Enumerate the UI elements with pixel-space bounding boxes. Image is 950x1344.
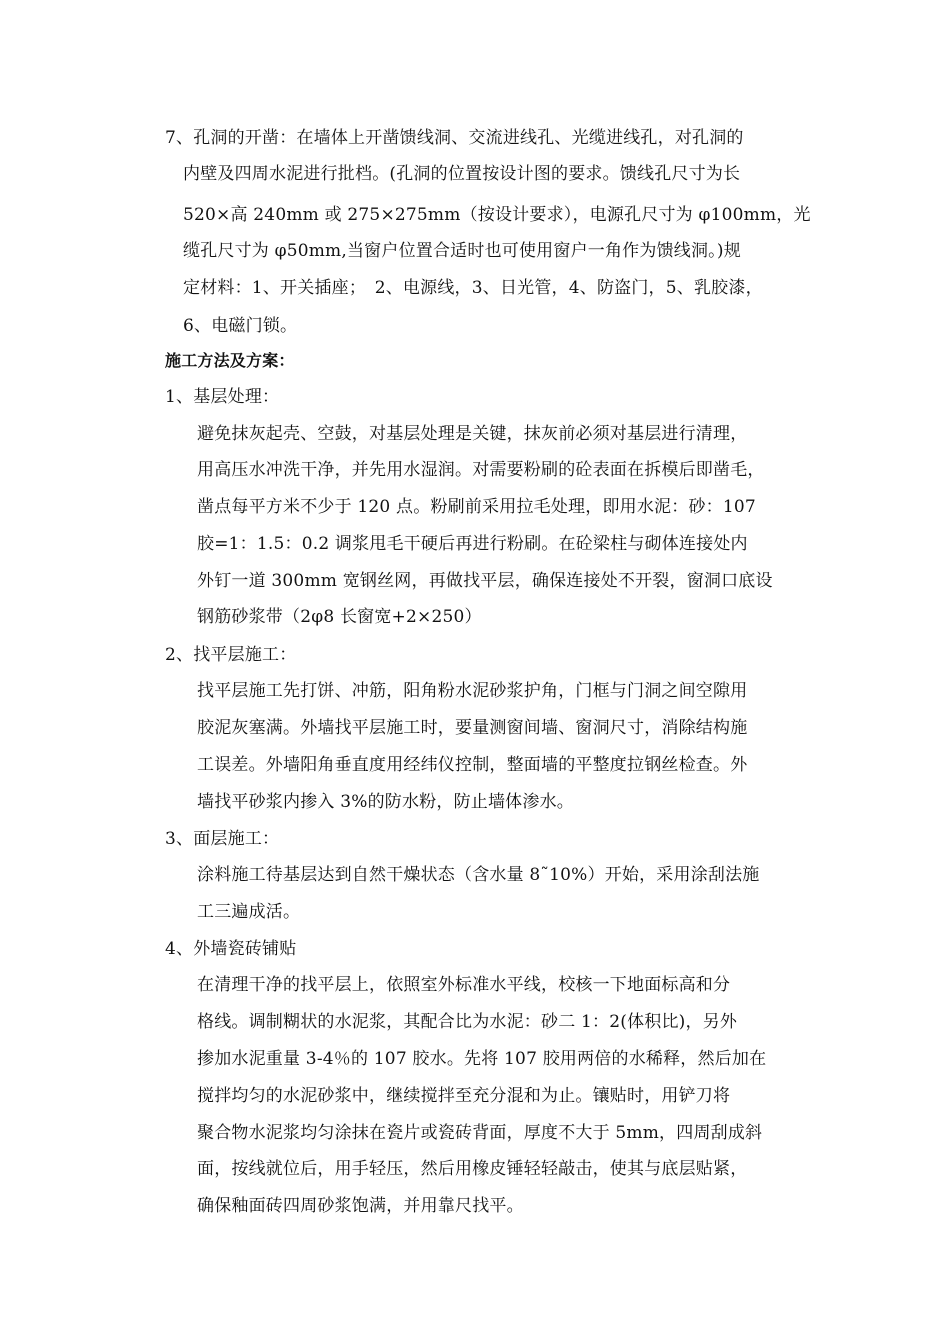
item4-line-4: 搅拌均匀的水泥砂浆中，继续搅拌至充分混和为止。镶贴时，用铲刀将 [197, 1086, 731, 1106]
item4-line-7: 确保釉面砖四周砂浆饱满，并用靠尺找平。 [197, 1196, 524, 1216]
item2-line-1: 找平层施工先打饼、冲筋，阳角粉水泥砂浆护角，门框与门洞之间空隙用 [197, 681, 748, 701]
item2-title: 2、找平层施工： [165, 645, 297, 665]
item3-line-1: 涂料施工待基层达到自然干燥状态（含水量 8˜10%）开始，采用涂刮法施 [197, 865, 760, 885]
item2-line-3: 工误差。外墙阳角垂直度用经纬仪控制，整面墙的平整度拉钢丝检查。外 [197, 755, 748, 775]
section7-line-1: 7、孔洞的开凿：在墙体上开凿馈线洞、交流进线孔、光缆进线孔，对孔洞的 [165, 128, 744, 148]
section-heading: 施工方法及方案： [165, 351, 295, 370]
item4-title: 4、外墙瓷砖铺贴 [165, 939, 297, 959]
section7-line-4: 缆孔尺寸为 φ50mm,当窗户位置合适时也可使用窗户一角作为馈线洞。)规 [183, 241, 741, 261]
item1-line-2: 用高压水冲洗干净，并先用水湿润。对需要粉刷的砼表面在拆模后即凿毛， [197, 460, 765, 480]
item1-line-4: 胶=1：1.5：0.2 调浆甩毛干硬后再进行粉刷。在砼梁柱与砌体连接处内 [197, 534, 748, 554]
item2-line-2: 胶泥灰塞满。外墙找平层施工时，要量测窗间墙、窗洞尺寸，消除结构施 [197, 718, 748, 738]
item4-line-1: 在清理干净的找平层上，依照室外标准水平线，校核一下地面标高和分 [197, 975, 731, 995]
section7-line-3: 520×高 240mm 或 275×275mm（按设计要求），电源孔尺寸为 φ100mm，光 [183, 205, 811, 225]
item4-line-6: 面，按线就位后，用手轻压，然后用橡皮锤轻轻敲击，使其与底层贴紧， [197, 1159, 748, 1179]
item3-title: 3、面层施工： [165, 829, 280, 849]
item1-line-6: 钢筋砂浆带（2φ8 长窗宽+2×250） [197, 607, 482, 627]
section7-line-5: 定材料：1、开关插座； 2、电源线，3、日光管，4、防盗门，5、乳胶漆， [183, 278, 763, 298]
item2-line-4: 墙找平砂浆内掺入 3%的防水粉，防止墙体渗水。 [197, 792, 574, 812]
section7-line-2: 内壁及四周水泥进行批档。(孔洞的位置按设计图的要求。馈线孔尺寸为长 [183, 164, 741, 184]
item1-line-1: 避免抹灰起壳、空鼓，对基层处理是关键，抹灰前必须对基层进行清理， [197, 424, 748, 444]
item1-title: 1、基层处理： [165, 387, 280, 407]
item3-line-2: 工三遍成活。 [197, 902, 301, 922]
item1-line-3: 凿点每平方米不少于 120 点。粉刷前采用拉毛处理，即用水泥：砂：107 [197, 497, 756, 517]
section7-line-6: 6、电磁门锁。 [183, 316, 298, 336]
item1-line-5: 外钉一道 300mm 宽钢丝网，再做找平层，确保连接处不开裂，窗洞口底设 [197, 571, 773, 591]
item4-line-5: 聚合物水泥浆均匀涂抹在瓷片或瓷砖背面，厚度不大于 5mm，四周刮成斜 [197, 1123, 763, 1143]
item4-line-2: 格线。调制糊状的水泥浆，其配合比为水泥：砂二 1：2(体积比)，另外 [197, 1012, 738, 1032]
item4-line-3: 掺加水泥重量 3-4％的 107 胶水。先将 107 胶用两倍的水稀释，然后加在 [197, 1049, 767, 1069]
